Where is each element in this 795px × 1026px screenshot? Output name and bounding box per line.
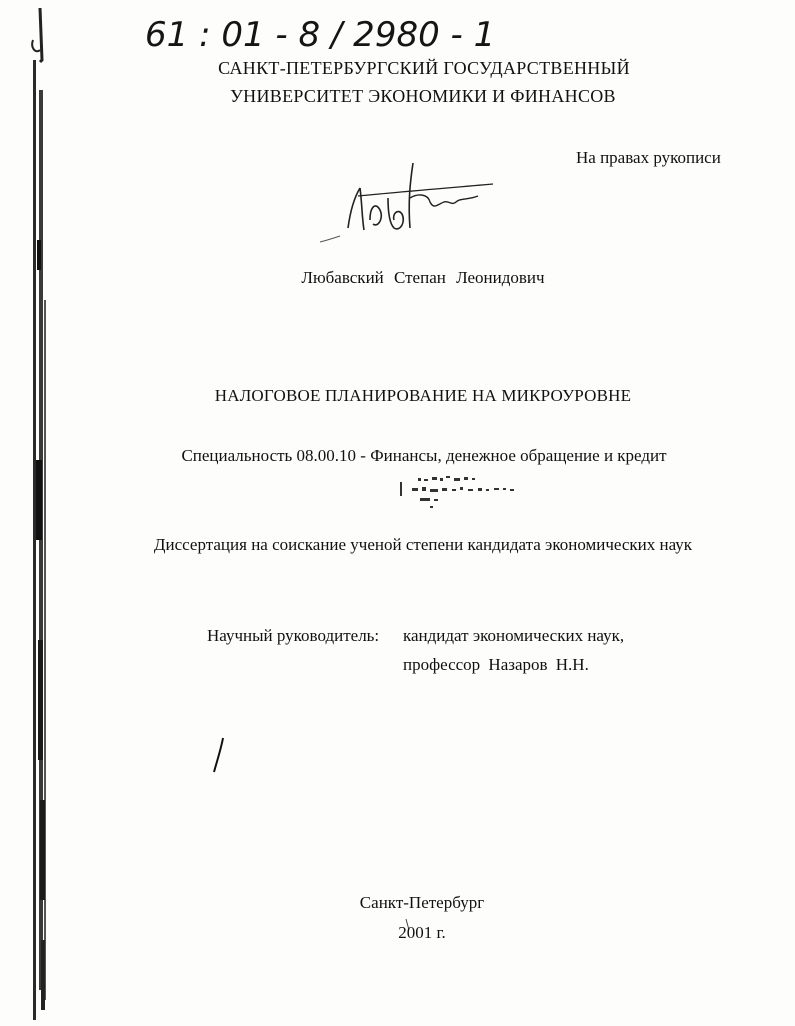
pen-stroke-mark [205, 735, 235, 775]
stamp-residue [390, 472, 530, 512]
supervisor-name: профессор Назаров Н.Н. [403, 655, 589, 674]
degree-line: Диссертация на соискание ученой степени кандидата экономических наук [153, 535, 693, 554]
university-name-line-2: УНИВЕРСИТЕТ ЭКОНОМИКИ И ФИНАНСОВ [230, 86, 616, 106]
university-name-line-1: САНКТ-ПЕТЕРБУРГСКИЙ ГОСУДАРСТВЕННЫЙ [218, 58, 630, 78]
author-name: Любавский Степан Леонидович [301, 268, 545, 287]
author-signature [318, 158, 498, 248]
rights-note: На правах рукописи [576, 148, 721, 167]
specialty-line: Специальность 08.00.10 - Финансы, денежное обращение и кредит [181, 446, 667, 465]
binding-edge [0, 0, 60, 1026]
svg-text:61 : 01 - 8 / 2980 - 1: 61 : 01 - 8 / 2980 - 1 [145, 15, 496, 55]
year: 2001 г. [398, 923, 446, 942]
archive-code-handwriting [140, 10, 540, 55]
city: Санкт-Петербург [359, 893, 485, 912]
supervisor-label: Научный руководитель: [207, 626, 380, 645]
supervisor-degree: кандидат экономических наук, [403, 626, 625, 645]
dissertation-title: НАЛОГОВОЕ ПЛАНИРОВАНИЕ НА МИКРОУРОВНЕ [214, 386, 632, 405]
